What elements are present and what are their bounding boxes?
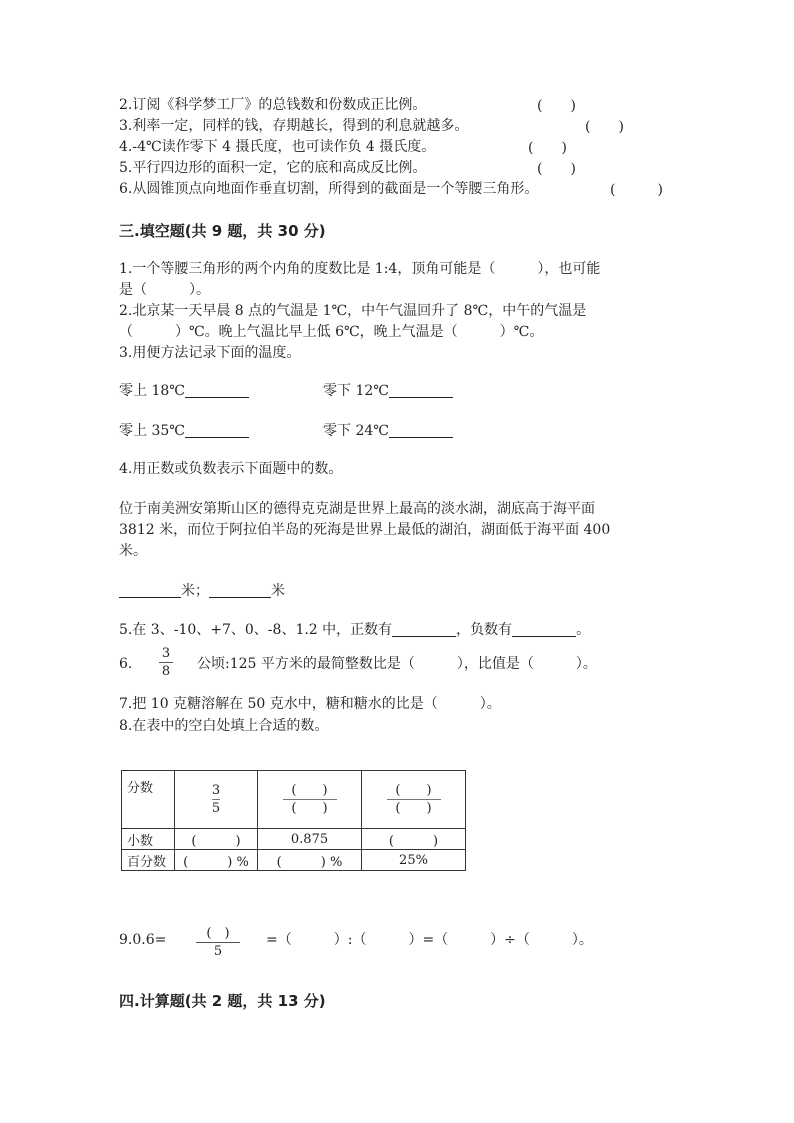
answer-paren[interactable]: ( ) xyxy=(585,119,624,135)
answer-blank[interactable] xyxy=(209,581,271,598)
section-title: 四.计算题(共 2 题，共 13 分) xyxy=(119,992,326,1010)
answer-blank[interactable] xyxy=(185,381,249,398)
question-2-line-2: （ ）℃。晚上气温比早上低 6℃，晚上气温是（ ）℃。 xyxy=(119,324,544,340)
table-cell[interactable] xyxy=(362,771,466,829)
temperature-item: 零上 18℃ xyxy=(119,381,249,401)
fraction-numerator: 3 xyxy=(161,646,171,661)
answer-blank[interactable] xyxy=(389,421,453,438)
answer-paren[interactable]: ( ) xyxy=(610,182,663,198)
question-9-prefix: 9.0.6= xyxy=(119,932,167,948)
fraction-denominator: 5 xyxy=(196,942,240,960)
question-6-number: 6. xyxy=(119,656,133,672)
row-header-decimal: 小数 xyxy=(122,829,175,850)
question-4: 4.用正数或负数表示下面题中的数。 xyxy=(119,461,343,477)
question-7: 7.把 10 克糖溶解在 50 克水中，糖和糖水的比是（ ）。 xyxy=(119,696,501,712)
fraction xyxy=(159,645,173,680)
table-cell[interactable]: ( ) xyxy=(362,829,466,850)
row-header-percent: 百分数 xyxy=(122,850,175,871)
table-cell[interactable]: ( ) % xyxy=(175,850,258,871)
temperature-item: 零下 12℃ xyxy=(323,381,453,401)
fraction-numerator: 3 xyxy=(211,783,221,798)
answer-blank[interactable] xyxy=(389,381,453,398)
answer-paren[interactable]: ( ) xyxy=(528,140,567,156)
fraction-numerator[interactable]: ( ) xyxy=(291,783,328,798)
question-4-answers: 米； 米 xyxy=(119,581,285,601)
question-5: 5.在 3、-10、+7、0、-8、1.2 中，正数有 ，负数有 。 xyxy=(119,622,591,638)
section-title: 三.填空题(共 9 题，共 30 分) xyxy=(119,222,326,240)
judge-item-5: 5.平行四边形的面积一定，它的底和高成反比例。 xyxy=(119,160,427,176)
fraction-denominator: 5 xyxy=(211,801,221,816)
row-header-fraction: 分数 xyxy=(122,771,175,829)
fraction-numerator[interactable]: ( ) xyxy=(395,783,432,798)
fraction-denominator[interactable]: ( ) xyxy=(387,799,441,817)
temperature-item: 零下 24℃ xyxy=(323,421,453,441)
table-cell[interactable]: ( ) % xyxy=(258,850,362,871)
question-1-line-1: 1.一个等腰三角形的两个内角的度数比是 1:4，顶角可能是（ ），也可能 xyxy=(119,261,601,277)
fraction-denominator[interactable]: ( ) xyxy=(283,799,337,817)
judge-item-6: 6.从圆锥顶点向地面作垂直切割，所得到的截面是一个等腰三角形。 xyxy=(119,181,539,197)
table-cell[interactable]: ( ) xyxy=(175,829,258,850)
answer-blank[interactable] xyxy=(119,581,181,598)
answer-blank[interactable] xyxy=(392,620,456,637)
fraction-denominator: 8 xyxy=(159,662,173,680)
question-8: 8.在表中的空白处填上合适的数。 xyxy=(119,718,329,734)
question-4-passage-line-2: 3812 米，而位于阿拉伯半岛的死海是世界上最低的湖泊，湖面低于海平面 400 xyxy=(119,522,611,538)
answer-paren[interactable]: ( ) xyxy=(537,161,576,177)
question-4-passage-line-3: 米。 xyxy=(119,543,147,559)
temperature-item: 零上 35℃ xyxy=(119,421,249,441)
judge-item-4: 4.-4℃读作零下 4 摄氏度，也可读作负 4 摄氏度。 xyxy=(119,139,436,155)
judge-item-3: 3.利率一定，同样的钱，存期越长，得到的利息就越多。 xyxy=(119,118,469,134)
fraction xyxy=(387,782,441,817)
fraction-numerator[interactable]: ( ) xyxy=(206,926,230,941)
question-1-line-2: 是（ ）。 xyxy=(119,282,210,298)
fraction xyxy=(196,925,240,960)
fraction xyxy=(283,782,337,817)
conversion-table xyxy=(121,770,466,871)
judge-item-2: 2.订阅《科学梦工厂》的总钱数和份数成正比例。 xyxy=(119,97,427,113)
fraction xyxy=(212,782,220,817)
answer-blank[interactable] xyxy=(512,620,576,637)
question-9: =（ ）:（ ）=（ ）÷（ ）。 xyxy=(266,932,593,948)
table-cell: 25% xyxy=(362,850,466,871)
question-4-passage-line-1: 位于南美洲安第斯山区的德得克克湖是世界上最高的淡水湖，湖底高于海平面 xyxy=(119,501,595,517)
question-2-line-1: 2.北京某一天早晨 8 点的气温是 1℃，中午气温回升了 8℃，中午的气温是 xyxy=(119,303,587,319)
question-3: 3.用便方法记录下面的温度。 xyxy=(119,345,301,361)
question-6: 公顷:125 平方米的最简整数比是（ ），比值是（ ）。 xyxy=(197,656,597,672)
answer-paren[interactable]: ( ) xyxy=(537,98,576,114)
table-cell: 0.875 xyxy=(258,829,362,850)
answer-blank[interactable] xyxy=(185,421,249,438)
table-cell xyxy=(175,771,258,829)
table-cell[interactable] xyxy=(258,771,362,829)
